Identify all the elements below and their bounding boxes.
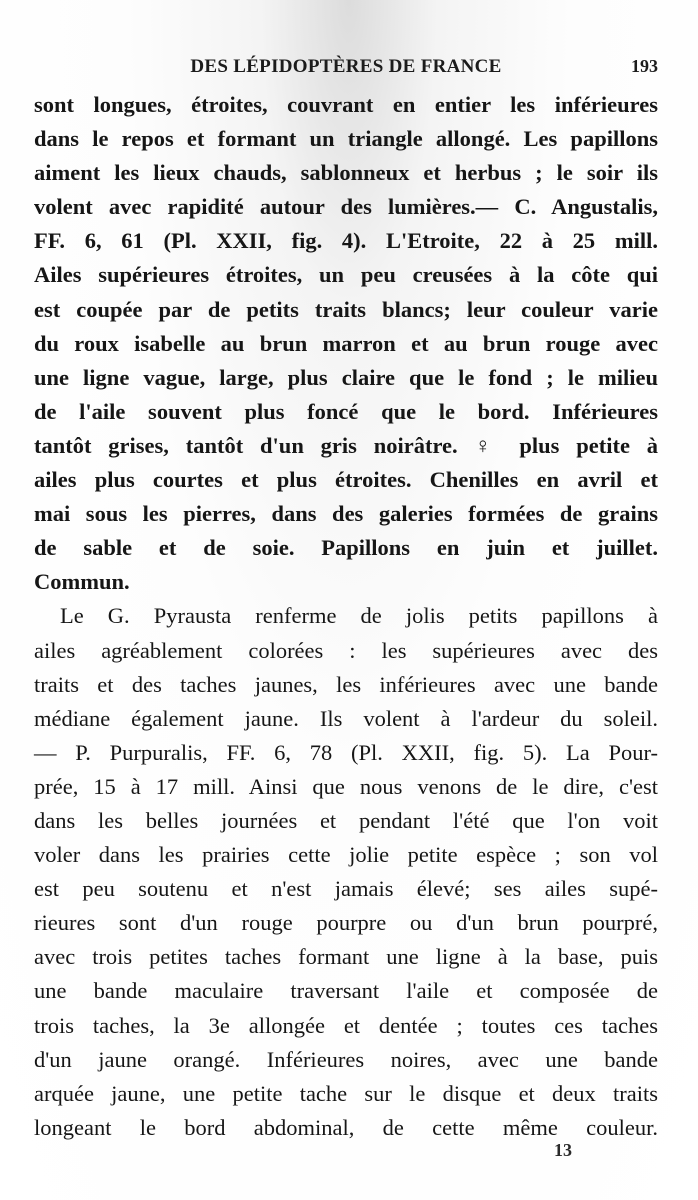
signature-mark: 13 — [554, 1140, 572, 1160]
text-line-15: Commun. — [34, 569, 130, 595]
text-line-2: dans le repos et formant un triangle allongé. Les papillons — [34, 126, 658, 152]
text-line-22: dans les belles journées et pendant l'été que l'on voit — [34, 807, 658, 833]
text-line-25: rieures sont d'un rouge pourpre ou d'un brun pourpré, — [34, 910, 658, 936]
text-line-11: tantôt grises, tantôt d'un gris noirâtre. ♀ plus petite à — [34, 432, 658, 458]
page-header — [34, 56, 658, 82]
running-title: DES LÉPIDOPTÈRES DE FRANCE — [190, 56, 502, 77]
text-line-7: est coupée par de petits traits blancs; leur couleur varie — [34, 296, 658, 322]
text-line-14: de sable et de soie. Papillons en juin et juillet. — [34, 535, 658, 561]
text-line-19: médiane également jaune. Ils volent à l'ardeur du soleil. — [34, 705, 658, 731]
text-line-10: de l'aile souvent plus foncé que le bord. Inférieures — [34, 398, 658, 424]
text-line-5: FF. 6, 61 (Pl. XXII, fig. 4). L'Etroite, 22 à 25 mill. — [34, 228, 658, 254]
text-line-29: d'un jaune orangé. Inférieures noires, avec une bande — [34, 1046, 658, 1072]
text-line-1: sont longues, étroites, couvrant en entier les inférieures — [34, 92, 658, 117]
text-line-3: aiment les lieux chauds, sablonneux et herbus ; le soir ils — [34, 160, 658, 186]
text-line-18: traits et des taches jaunes, les inférieures avec une bande — [34, 671, 658, 697]
text-line-28: trois taches, la 3e allongée et dentée ; toutes ces taches — [34, 1012, 658, 1038]
body-text — [34, 88, 658, 1145]
text-line-12: ailes plus courtes et plus étroites. Chenilles en avril et — [34, 467, 658, 493]
text-line-23: voler dans les prairies cette jolie petite espèce ; son vol — [34, 842, 658, 868]
text-line-13: mai sous les pierres, dans des galeries formées de grains — [34, 501, 658, 527]
text-line-31: longeant le bord abdominal, de cette même couleur. — [34, 1114, 658, 1140]
text-line-27: une bande maculaire traversant l'aile et composée de — [34, 978, 658, 1004]
text-line-17: ailes agréablement colorées : les supérieures avec des — [34, 637, 658, 663]
text-line-9: une ligne vague, large, plus claire que le fond ; le milieu — [34, 364, 658, 390]
text-line-8: du roux isabelle au brun marron et au brun rouge avec — [34, 330, 658, 356]
text-line-4: volent avec rapidité autour des lumières.— C. Angustalis, — [34, 194, 658, 220]
text-line-24: est peu soutenu et n'est jamais élevé; ses ailes supé- — [34, 876, 658, 902]
text-line-21: prée, 15 à 17 mill. Ainsi que nous venons de le dire, c'est — [34, 773, 658, 799]
text-line-26: avec trois petites taches formant une ligne à la base, puis — [34, 944, 658, 970]
text-line-16: Le G. Pyrausta renferme de jolis petits papillons à — [60, 603, 658, 629]
page-number: 193 — [631, 56, 658, 76]
text-line-30: arquée jaune, une petite tache sur le disque et deux traits — [34, 1080, 658, 1106]
text-line-20: — P. Purpuralis, FF. 6, 78 (Pl. XXII, fig. 5). La Pour- — [34, 739, 658, 765]
text-line-6: Ailes supérieures étroites, un peu creusées à la côte qui — [34, 262, 658, 288]
